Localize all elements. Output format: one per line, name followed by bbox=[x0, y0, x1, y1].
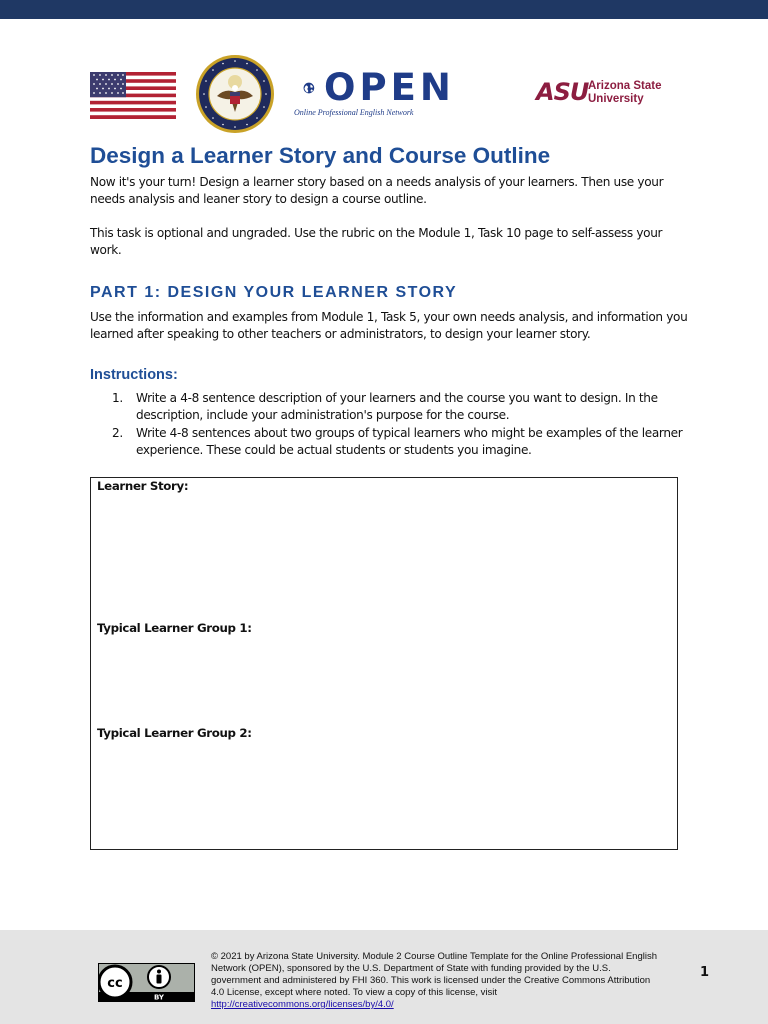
open-logo-subtitle: Online Professional English Network bbox=[294, 108, 414, 117]
optional-note: This task is optional and ungraded. Use the rubric on the Module 1, Task 10 page to self-assess your work. bbox=[90, 226, 663, 257]
department-of-state-seal-icon bbox=[195, 54, 275, 134]
cc-by-label: BY bbox=[153, 993, 165, 1002]
intro-paragraph: Now it's your turn! Design a learner story based on a needs analysis of your learners. Then use your needs analysis and leaner story to design a course outline. bbox=[90, 175, 664, 206]
instructions-heading: Instructions: bbox=[90, 367, 178, 383]
instruction-text: Write 4-8 sentences about two groups of typical learners who might be examples of the learner experience. These could be actual students or students you imagine. bbox=[136, 426, 683, 457]
open-logo-wordmark: OPEN bbox=[324, 66, 455, 109]
license-text: © 2021 by Arizona State University. Module 2 Course Outline Template for the Online Professional English Network (OPEN), sponsored by the U.S. Department of State with funding provided by the U.S. government and administered by FHI 360. This work is licensed under the Creative Commons Attribution 4.0 License, except where noted. To view a copy of this license, visit bbox=[211, 951, 657, 998]
license-link[interactable]: http://creativecommons.org/licenses/by/4.0/ bbox=[211, 999, 394, 1010]
asu-name-line2: University bbox=[588, 93, 644, 105]
learner-story-label: Learner Story: bbox=[97, 479, 189, 493]
part1-paragraph: Use the information and examples from Module 1, Task 5, your own needs analysis, and information you learned after speaking to other teachers or administrators, to design your learner story. bbox=[90, 310, 688, 341]
instruction-number: 2. bbox=[112, 426, 123, 440]
page-number: 1 bbox=[700, 965, 710, 980]
document-title: Design a Learner Story and Course Outline bbox=[90, 143, 551, 168]
us-flag-icon bbox=[90, 72, 176, 119]
asu-logo-name bbox=[588, 80, 662, 106]
top-color-bar bbox=[0, 0, 768, 19]
instruction-text: Write a 4-8 sentence description of your learners and the course you want to design. In the description, include your administration's purpose for the course. bbox=[136, 391, 658, 422]
instruction-number: 1. bbox=[112, 391, 123, 405]
group2-label: Typical Learner Group 2: bbox=[97, 726, 252, 740]
open-globe-icon bbox=[294, 73, 324, 103]
license-notice bbox=[211, 951, 663, 1011]
part1-heading: PART 1: DESIGN YOUR LEARNER STORY bbox=[90, 284, 458, 301]
learner-story-box[interactable] bbox=[90, 477, 678, 850]
instructions-list bbox=[90, 390, 690, 460]
group1-label: Typical Learner Group 1: bbox=[97, 621, 252, 635]
creative-commons-by-icon bbox=[98, 963, 195, 1002]
asu-name-line1: Arizona State bbox=[588, 80, 662, 92]
instruction-item bbox=[90, 425, 690, 459]
asu-logo-mark: ASU bbox=[536, 78, 589, 106]
instruction-item bbox=[90, 390, 690, 424]
svg-text:cc: cc bbox=[107, 976, 123, 991]
